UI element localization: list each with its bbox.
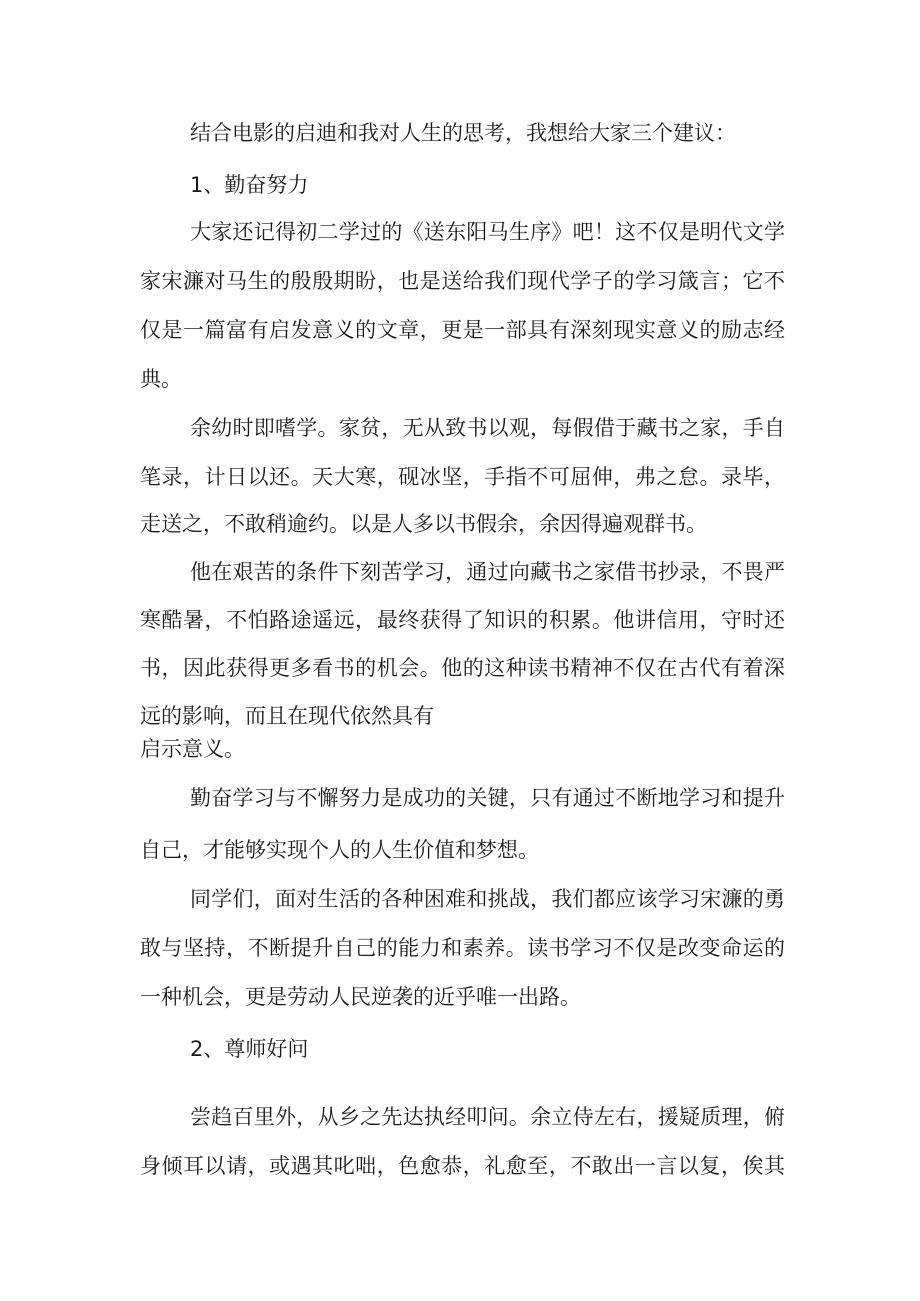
paragraph-line: 大家还记得初二学过的《送东阳马生序》吧！这不仅是明代文学 <box>190 220 785 244</box>
paragraph-line: 余幼时即嗜学。家贫，无从致书以观，每假借于藏书之家，手自 <box>190 416 785 440</box>
paragraph-line: 勤奋学习与不懈努力是成功的关键，只有通过不断地学习和提升 <box>190 786 785 810</box>
paragraph-line: 远的影响，而且在现代依然具有 <box>140 704 434 728</box>
paragraph-line: 身倾耳以请，或遇其叱咄，色愈恭，礼愈至，不敢出一言以复，俟其 <box>140 1154 785 1178</box>
paragraph-line: 尝趋百里外，从乡之先达执经叩问。余立侍左右，援疑质理，俯 <box>190 1105 785 1129</box>
section-1-heading <box>190 170 308 200</box>
paragraph-line: 启示意义。 <box>140 737 245 761</box>
paragraph-line: 典。 <box>140 367 182 391</box>
section-2-title: 、尊师好问 <box>203 1037 309 1061</box>
paragraph-line: 家宋濂对马生的殷殷期盼，也是送给我们现代学子的学习箴言；它不 <box>140 269 785 293</box>
section-2-heading <box>190 1034 308 1064</box>
paragraph-line: 他在艰苦的条件下刻苦学习，通过向藏书之家借书抄录，不畏严 <box>190 560 785 584</box>
paragraph-line: 自己，才能够实现个人的人生价值和梦想。 <box>140 838 539 862</box>
section-2-number: 2 <box>190 1037 204 1061</box>
section-1-title: 、勤奋努力 <box>203 173 309 197</box>
paragraph-line: 同学们，面对生活的各种困难和挑战，我们都应该学习宋濂的勇 <box>190 887 785 911</box>
paragraph-line: 仅是一篇富有启发意义的文章，更是一部具有深刻现实意义的励志经 <box>140 318 785 342</box>
paragraph-line: 一种机会，更是劳动人民逆袭的近乎唯一出路。 <box>140 985 581 1009</box>
paragraph-line: 笔录，计日以还。天大寒，砚冰坚，手指不可屈伸，弗之怠。录毕， <box>140 465 785 489</box>
section-1-number: 1 <box>190 173 204 197</box>
intro-line: 结合电影的启迪和我对人生的思考，我想给大家三个建议： <box>190 121 736 145</box>
paragraph-line: 敢与坚持，不断提升自己的能力和素养。读书学习不仅是改变命运的 <box>140 936 785 960</box>
paragraph-line: 寒酷暑，不怕路途遥远，最终获得了知识的积累。他讲信用，守时还 <box>140 608 785 632</box>
paragraph-line: 书，因此获得更多看书的机会。他的这种读书精神不仅在古代有着深 <box>140 656 785 680</box>
paragraph-line: 走送之，不敢稍逾约。以是人多以书假余，余因得遍观群书。 <box>140 512 707 536</box>
